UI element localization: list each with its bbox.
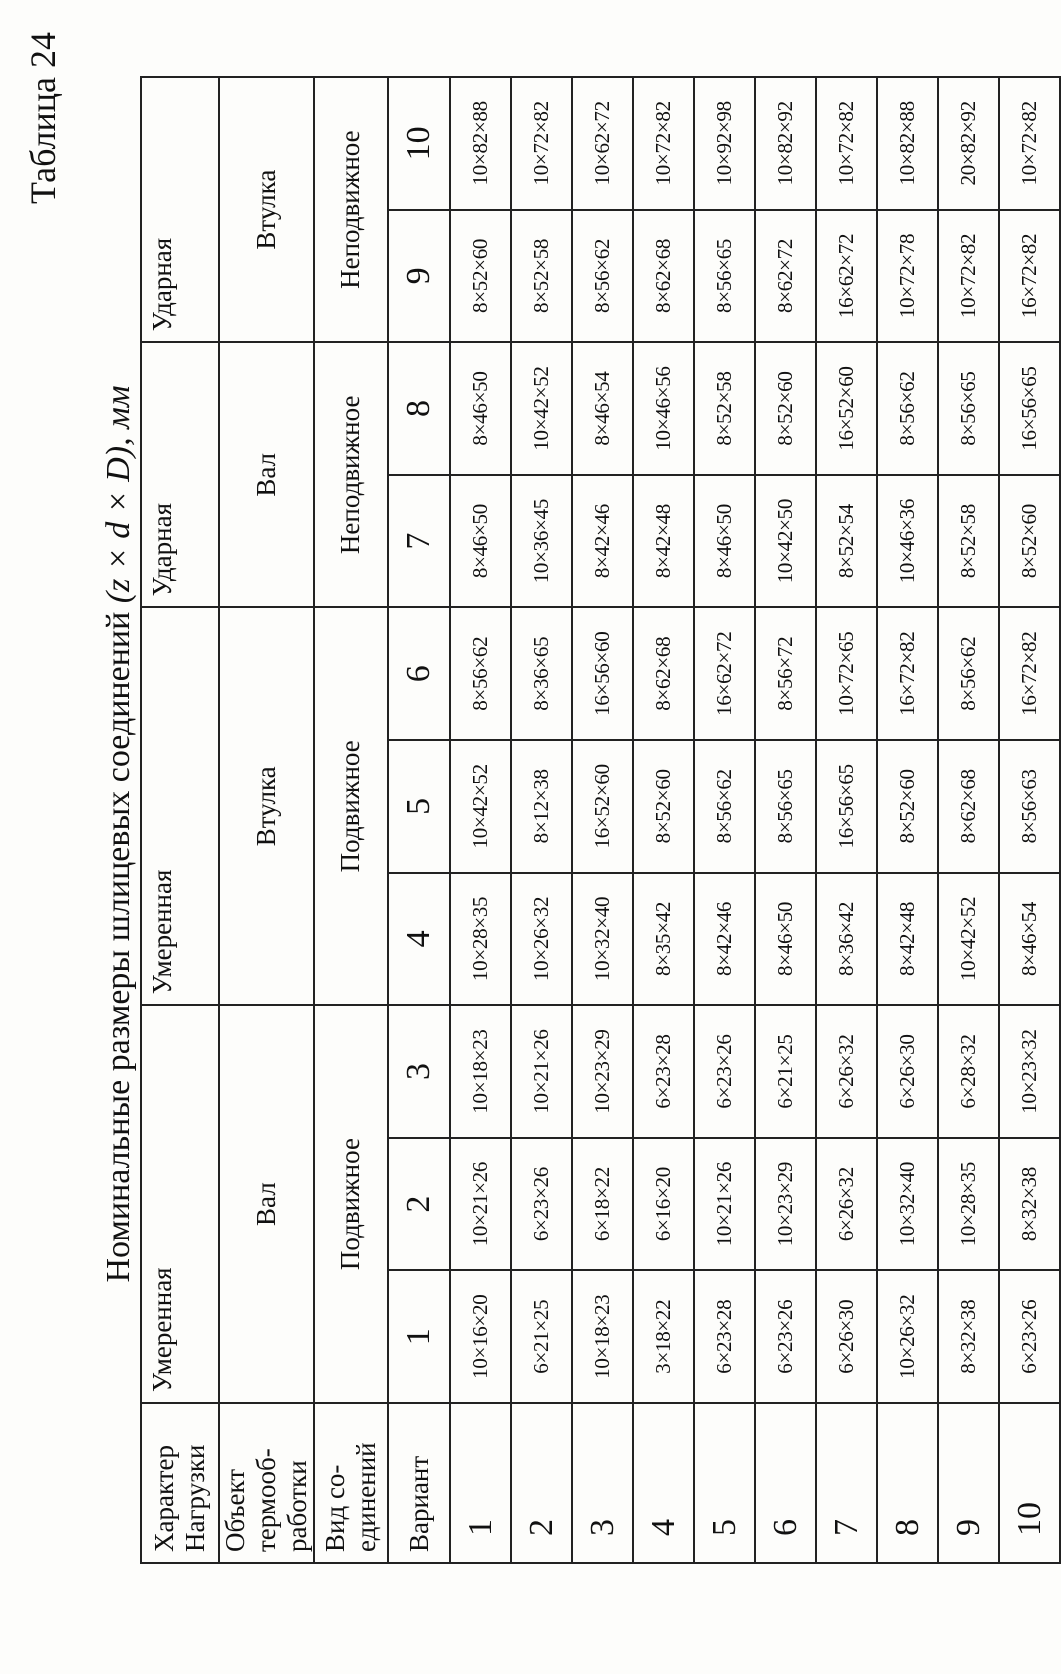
dimension-cell: 6×26×30 bbox=[816, 1270, 877, 1403]
object-group-2: Втулка bbox=[219, 607, 314, 1005]
dimension-cell: 10×82×88 bbox=[877, 77, 938, 210]
dimension-cell: 10×42×50 bbox=[755, 475, 816, 608]
dimension-cell: 10×18×23 bbox=[572, 1270, 633, 1403]
dimension-cell: 10×42×52 bbox=[450, 740, 511, 873]
object-header-row bbox=[219, 77, 314, 1563]
dimension-cell: 16×72×82 bbox=[877, 607, 938, 740]
dimension-cell: 16×52×60 bbox=[816, 342, 877, 475]
dimension-cell: 8×56×62 bbox=[877, 342, 938, 475]
dimension-cell: 8×56×62 bbox=[572, 210, 633, 343]
table-row bbox=[999, 77, 1060, 1563]
dimension-cell: 10×28×35 bbox=[450, 873, 511, 1006]
dimension-cell: 10×72×65 bbox=[816, 607, 877, 740]
dimension-cell: 8×52×60 bbox=[755, 342, 816, 475]
dimension-cell: 8×12×38 bbox=[511, 740, 572, 873]
dimension-cell: 8×42×46 bbox=[572, 475, 633, 608]
table-row bbox=[511, 77, 572, 1563]
dimension-cell: 8×52×54 bbox=[816, 475, 877, 608]
dimension-cell: 6×26×32 bbox=[816, 1138, 877, 1271]
dimension-cell: 6×28×32 bbox=[938, 1005, 999, 1138]
dimension-cell: 8×62×68 bbox=[633, 210, 694, 343]
row-header-object: Объект термооб-работки bbox=[219, 1403, 314, 1563]
dimension-cell: 10×21×26 bbox=[511, 1005, 572, 1138]
dimension-cell: 6×23×26 bbox=[755, 1270, 816, 1403]
variant-number: 2 bbox=[388, 1138, 450, 1271]
dimension-cell: 16×62×72 bbox=[816, 210, 877, 343]
dimension-cell: 10×32×40 bbox=[877, 1138, 938, 1271]
dimension-cell: 10×72×82 bbox=[938, 210, 999, 343]
dimension-cell: 10×36×45 bbox=[511, 475, 572, 608]
dimension-cell: 8×35×42 bbox=[633, 873, 694, 1006]
dimension-cell: 16×62×72 bbox=[694, 607, 755, 740]
load-header-row bbox=[141, 77, 219, 1563]
variant-number: 6 bbox=[388, 607, 450, 740]
dimension-cell: 10×28×35 bbox=[938, 1138, 999, 1271]
row-number: 3 bbox=[572, 1403, 633, 1563]
dimension-cell: 10×26×32 bbox=[877, 1270, 938, 1403]
dimension-cell: 8×32×38 bbox=[999, 1138, 1060, 1271]
dimension-cell: 8×56×63 bbox=[999, 740, 1060, 873]
row-number: 4 bbox=[633, 1403, 694, 1563]
variant-number: 8 bbox=[388, 342, 450, 475]
dimension-cell: 10×21×26 bbox=[694, 1138, 755, 1271]
dimension-cell: 20×82×92 bbox=[938, 77, 999, 210]
dimension-cell: 6×26×32 bbox=[816, 1005, 877, 1138]
dimension-cell: 6×23×28 bbox=[633, 1005, 694, 1138]
dimension-cell: 8×56×65 bbox=[755, 740, 816, 873]
table-caption bbox=[100, 134, 138, 1534]
variant-number: 9 bbox=[388, 210, 450, 343]
variant-number: 5 bbox=[388, 740, 450, 873]
row-header-connection: Вид со-единений bbox=[314, 1403, 388, 1563]
dimension-cell: 8×42×46 bbox=[694, 873, 755, 1006]
dimension-cell: 6×21×25 bbox=[755, 1005, 816, 1138]
dimension-cell: 10×42×52 bbox=[938, 873, 999, 1006]
dimension-cell: 8×42×48 bbox=[877, 873, 938, 1006]
dimension-cell: 8×56×65 bbox=[694, 210, 755, 343]
caption-text: Номинальные размеры шлицевых соединений bbox=[100, 611, 137, 1283]
row-number: 6 bbox=[755, 1403, 816, 1563]
table-row bbox=[572, 77, 633, 1563]
dimension-cell: 8×56×65 bbox=[938, 342, 999, 475]
row-number: 5 bbox=[694, 1403, 755, 1563]
dimension-cell: 10×23×29 bbox=[572, 1005, 633, 1138]
dimension-cell: 8×36×42 bbox=[816, 873, 877, 1006]
object-group-4: Втулка bbox=[219, 77, 314, 342]
dimension-cell: 8×52×58 bbox=[511, 210, 572, 343]
table-row bbox=[450, 77, 511, 1563]
dimension-cell: 10×42×52 bbox=[511, 342, 572, 475]
dimension-cell: 16×56×65 bbox=[999, 342, 1060, 475]
load-group-3: Ударная bbox=[141, 342, 219, 607]
table-row bbox=[938, 77, 999, 1563]
load-group-2: Умеренная bbox=[141, 607, 219, 1005]
dimension-cell: 8×32×38 bbox=[938, 1270, 999, 1403]
dimension-cell: 8×46×50 bbox=[755, 873, 816, 1006]
variant-number: 10 bbox=[388, 77, 450, 210]
object-group-1: Вал bbox=[219, 1005, 314, 1403]
dimension-cell: 6×16×20 bbox=[633, 1138, 694, 1271]
connection-group-4: Неподвижное bbox=[314, 77, 388, 342]
dimension-cell: 8×42×48 bbox=[633, 475, 694, 608]
table-row bbox=[633, 77, 694, 1563]
dimension-cell: 10×46×36 bbox=[877, 475, 938, 608]
dimension-cell: 6×23×28 bbox=[694, 1270, 755, 1403]
dimension-cell: 10×23×32 bbox=[999, 1005, 1060, 1138]
dimension-cell: 6×23×26 bbox=[694, 1005, 755, 1138]
dimension-cell: 6×26×30 bbox=[877, 1005, 938, 1138]
dimension-cell: 8×52×60 bbox=[633, 740, 694, 873]
dimension-cell: 8×46×54 bbox=[999, 873, 1060, 1006]
dimension-cell: 8×56×62 bbox=[694, 740, 755, 873]
dimension-cell: 8×62×68 bbox=[633, 607, 694, 740]
dimension-cell: 6×23×26 bbox=[999, 1270, 1060, 1403]
dimension-cell: 8×56×62 bbox=[938, 607, 999, 740]
dimension-cell: 8×52×60 bbox=[999, 475, 1060, 608]
dimension-cell: 16×72×82 bbox=[999, 210, 1060, 343]
table-row bbox=[877, 77, 938, 1563]
connection-header-row bbox=[314, 77, 388, 1563]
row-number: 2 bbox=[511, 1403, 572, 1563]
dimension-cell: 16×56×60 bbox=[572, 607, 633, 740]
dimension-cell: 10×72×78 bbox=[877, 210, 938, 343]
dimension-cell: 8×36×65 bbox=[511, 607, 572, 740]
dimension-cell: 8×52×58 bbox=[694, 342, 755, 475]
dimension-cell: 10×92×98 bbox=[694, 77, 755, 210]
connection-group-3: Неподвижное bbox=[314, 342, 388, 607]
connection-group-1: Подвижное bbox=[314, 1005, 388, 1403]
dimension-cell: 8×56×72 bbox=[755, 607, 816, 740]
variant-header-row bbox=[388, 77, 450, 1563]
dimension-cell: 10×72×82 bbox=[999, 77, 1060, 210]
table-row bbox=[816, 77, 877, 1563]
object-group-3: Вал bbox=[219, 342, 314, 607]
dimension-cell: 10×21×26 bbox=[450, 1138, 511, 1271]
dimension-cell: 8×52×58 bbox=[938, 475, 999, 608]
dimension-cell: 8×46×50 bbox=[450, 342, 511, 475]
variant-number: 4 bbox=[388, 873, 450, 1006]
dimension-cell: 10×82×92 bbox=[755, 77, 816, 210]
load-group-1: Умеренная bbox=[141, 1005, 219, 1403]
variant-number: 1 bbox=[388, 1270, 450, 1403]
dimension-cell: 8×46×50 bbox=[450, 475, 511, 608]
dimension-cell: 10×46×56 bbox=[633, 342, 694, 475]
dimension-cell: 10×23×29 bbox=[755, 1138, 816, 1271]
dimension-cell: 6×21×25 bbox=[511, 1270, 572, 1403]
dimension-cell: 6×18×22 bbox=[572, 1138, 633, 1271]
dimension-cell: 10×62×72 bbox=[572, 77, 633, 210]
load-group-4: Ударная bbox=[141, 77, 219, 342]
row-number: 10 bbox=[999, 1403, 1060, 1563]
spline-dimensions-table bbox=[140, 76, 1061, 1564]
dimension-cell: 8×52×60 bbox=[450, 210, 511, 343]
data-body bbox=[450, 77, 1060, 1563]
dimension-cell: 8×56×62 bbox=[450, 607, 511, 740]
dimension-cell: 3×18×22 bbox=[633, 1270, 694, 1403]
dimension-cell: 16×56×65 bbox=[816, 740, 877, 873]
dimension-cell: 10×26×32 bbox=[511, 873, 572, 1006]
caption-formula: (z × d × D), мм bbox=[100, 385, 137, 604]
row-number: 8 bbox=[877, 1403, 938, 1563]
dimension-cell: 10×32×40 bbox=[572, 873, 633, 1006]
dimension-cell: 8×46×50 bbox=[694, 475, 755, 608]
row-header-variant: Вариант bbox=[388, 1403, 450, 1563]
variant-number: 3 bbox=[388, 1005, 450, 1138]
connection-group-2: Подвижное bbox=[314, 607, 388, 1005]
table-row bbox=[755, 77, 816, 1563]
dimension-cell: 10×72×82 bbox=[511, 77, 572, 210]
dimension-cell: 10×18×23 bbox=[450, 1005, 511, 1138]
dimension-cell: 10×72×82 bbox=[633, 77, 694, 210]
dimension-cell: 6×23×26 bbox=[511, 1138, 572, 1271]
dimension-cell: 8×46×54 bbox=[572, 342, 633, 475]
dimension-cell: 10×82×88 bbox=[450, 77, 511, 210]
dimension-cell: 10×72×82 bbox=[816, 77, 877, 210]
variant-number: 7 bbox=[388, 475, 450, 608]
row-number: 1 bbox=[450, 1403, 511, 1563]
table-number: Таблица 24 bbox=[23, 32, 63, 204]
row-number: 7 bbox=[816, 1403, 877, 1563]
dimension-cell: 8×52×60 bbox=[877, 740, 938, 873]
dimension-cell: 16×72×82 bbox=[999, 607, 1060, 740]
dimension-cell: 16×52×60 bbox=[572, 740, 633, 873]
dimension-cell: 8×62×72 bbox=[755, 210, 816, 343]
dimension-cell: 10×16×20 bbox=[450, 1270, 511, 1403]
row-number: 9 bbox=[938, 1403, 999, 1563]
row-header-load: Характер Нагрузки bbox=[141, 1403, 219, 1563]
dimension-cell: 8×62×68 bbox=[938, 740, 999, 873]
table-row bbox=[694, 77, 755, 1563]
